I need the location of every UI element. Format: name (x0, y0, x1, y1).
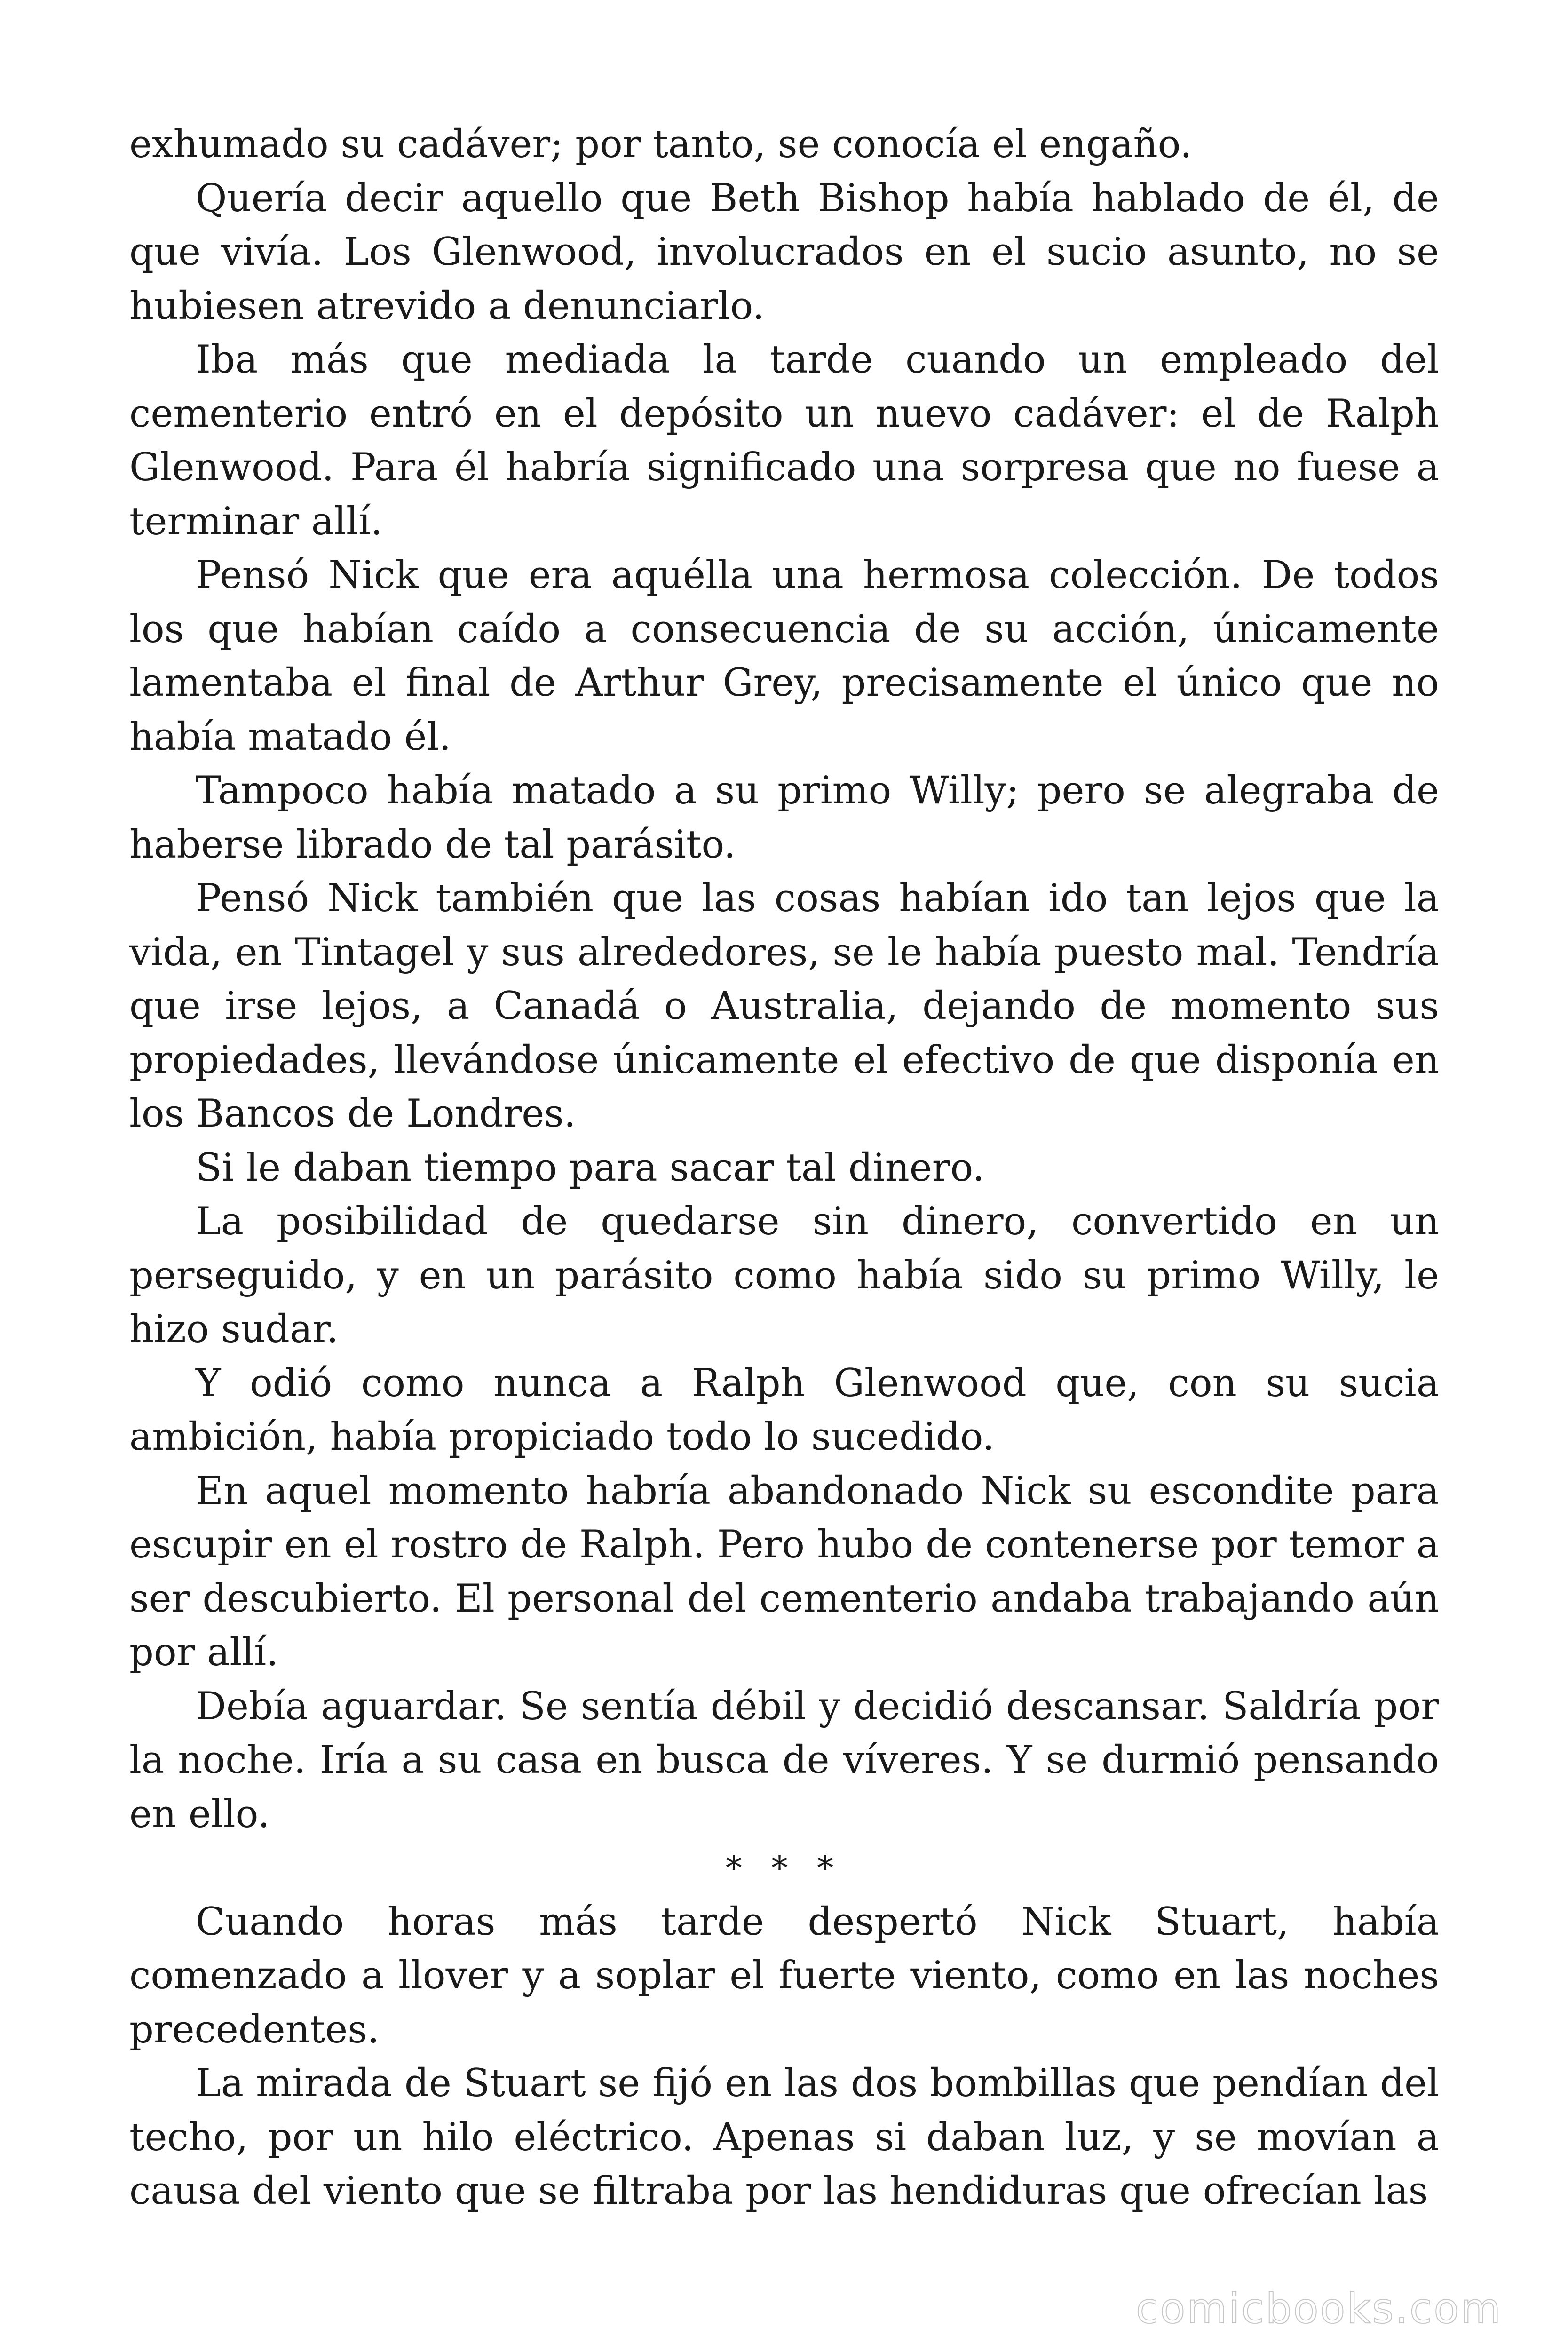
paragraph: Quería decir aquello que Beth Bishop había hablado de él, de que vivía. Los Glenwood, involucrados en el sucio asunto, no se hubiesen atrevido a denunciarlo. (129, 176, 1439, 328)
paragraph: Iba más que mediada la tarde cuando un empleado del cementerio entró en el depósito un nuevo cadáver: el de Ralph Glenwood. Para él habría significado una sorpresa que no fuese a terminar allí. (129, 338, 1439, 544)
paragraph: Si le daban tiempo para sacar tal dinero. (196, 1145, 985, 1190)
body-text (129, 118, 1439, 2218)
scene-separator: * * * (725, 1849, 843, 1887)
paragraph: La mirada de Stuart se fijó en las dos bombillas que pendían del techo, por un hilo eléctrico. Apenas si daban luz, y se movían a causa del viento que se filtraba por las hendiduras que ofrecían las (129, 2061, 1439, 2213)
paragraph: Pensó Nick también que las cosas habían ido tan lejos que la vida, en Tintagel y sus alrededores, se le había puesto mal. Tendría que irse lejos, a Canadá o Australia, dejando de momento sus propiedades, llevándose únicamente el efectivo de que disponía en los Bancos de Londres. (129, 876, 1439, 1136)
watermark: comicbooks.com (1135, 2284, 1502, 2333)
paragraph: La posibilidad de quedarse sin dinero, convertido en un perseguido, y en un parásito como había sido su primo Willy, le hizo sudar. (129, 1200, 1439, 1351)
paragraph: Pensó Nick que era aquélla una hermosa colección. De todos los que habían caído a consecuencia de su acción, únicamente lamentaba el final de Arthur Grey, precisamente el único que no había matado él. (129, 553, 1439, 759)
paragraph: exhumado su cadáver; por tanto, se conocía el engaño. (129, 122, 1192, 167)
paragraph: Y odió como nunca a Ralph Glenwood que, con su sucia ambición, había propiciado todo lo sucedido. (129, 1361, 1439, 1459)
paragraph: Cuando horas más tarde despertó Nick Stuart, había comenzado a llover y a soplar el fuerte viento, como en las noches precedentes. (129, 1899, 1439, 2052)
paragraph: Debía aguardar. Se sentía débil y decidió descansar. Saldría por la noche. Iría a su casa en busca de víveres. Y se durmió pensando en ello. (129, 1684, 1439, 1836)
paragraph: En aquel momento habría abandonado Nick su escondite para escupir en el rostro de Ralph. Pero hubo de contenerse por temor a ser descubierto. El personal del cementerio andaba trabajando aún por allí. (129, 1469, 1439, 1675)
paragraph: Tampoco había matado a su primo Willy; pero se alegraba de haberse librado de tal parásito. (129, 769, 1439, 867)
